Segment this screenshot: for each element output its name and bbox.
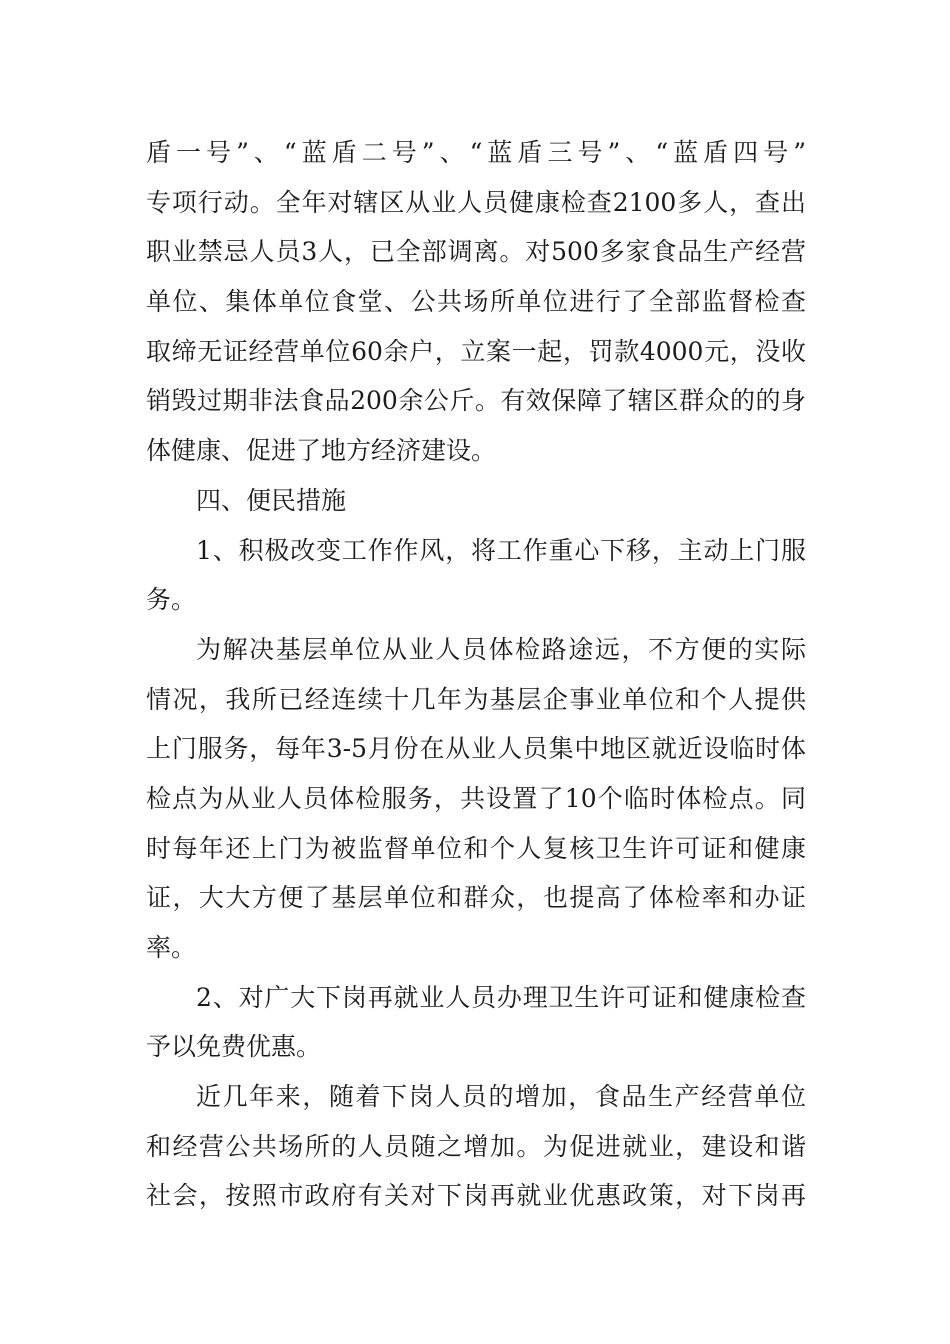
text-line: 体健康、促进了地方经济建设。 <box>146 436 497 466</box>
text-line: 取缔无证经营单位60余户，立案一起，罚款4000元，没收 <box>146 336 806 366</box>
text-line: 社会，按照市政府有关对下岗再就业优惠政策，对下岗再 <box>146 1181 806 1211</box>
text-line: 证，大大方便了基层单位和群众，也提高了体检率和办证 <box>146 883 806 913</box>
text-line: 盾一号”、“蓝盾二号”、“蓝盾三号”、“蓝盾四号” <box>146 138 806 167</box>
text-line: 职业禁忌人员3人，已全部调离。对500多家食品生产经营 <box>146 237 806 267</box>
text-line: 率。 <box>146 933 197 962</box>
subsection-heading: 2、对广大下岗再就业人员办理卫生许可证和健康检查 <box>196 982 806 1012</box>
section-heading: 四、便民措施 <box>196 485 347 515</box>
text-line: 销毁过期非法食品200余公斤。有效保障了辖区群众的的身 <box>146 386 806 416</box>
text-line: 上门服务，每年3-5月份在从业人员集中地区就近设临时体 <box>146 734 806 764</box>
text-line: 时每年还上门为被监督单位和个人复核卫生许可证和健康 <box>146 833 806 863</box>
subsection-heading-continued: 予以免费优惠。 <box>146 1032 322 1062</box>
subsection-heading: 1、积极改变工作作风，将工作重心下移，主动上门服 <box>196 535 806 565</box>
subsection-heading-continued: 务。 <box>146 585 197 615</box>
text-line: 专项行动。全年对辖区从业人员健康检查2100多人，查出 <box>146 187 806 217</box>
text-line: 为解决基层单位从业人员体检路途远，不方便的实际 <box>196 634 806 664</box>
text-line: 近几年来，随着下岗人员的增加，食品生产经营单位 <box>196 1082 806 1112</box>
text-line: 情况，我所已经连续十几年为基层企事业单位和个人提供 <box>146 684 806 714</box>
text-line: 和经营公共场所的人员随之增加。为促进就业，建设和谐 <box>146 1131 806 1161</box>
text-line: 检点为从业人员体检服务，共设置了10个临时体检点。同 <box>146 783 806 813</box>
text-line: 单位、集体单位食堂、公共场所单位进行了全部监督检查 <box>146 287 806 317</box>
document-body <box>146 128 806 1221</box>
